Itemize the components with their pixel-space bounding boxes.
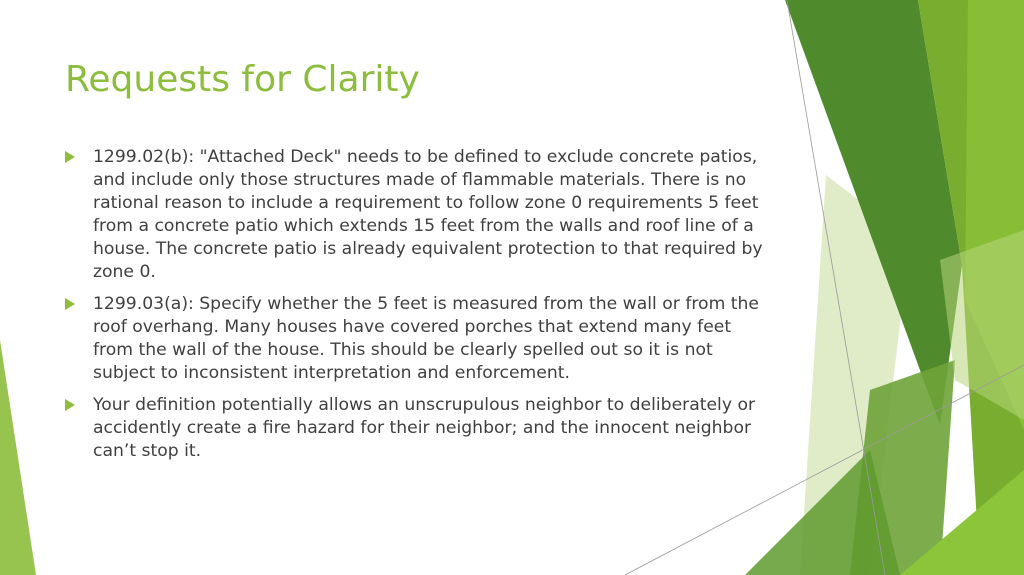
left-edge-shape <box>0 340 36 575</box>
triangle-bullet-icon <box>65 399 75 411</box>
triangle-bullet-icon <box>65 298 75 310</box>
bullet-text: 1299.03(a): Specify whether the 5 feet is measured from the wall or from the roof overhang. Many houses have covered porches that extend many feet from the wall of the house. This should be clearly spelled out so it is not subject to inconsistent interpretation and enforcement. <box>93 294 759 383</box>
bullet-item <box>65 293 770 385</box>
bullet-item <box>65 146 770 284</box>
bullet-item <box>65 394 770 463</box>
bullet-text: 1299.02(b): "Attached Deck" needs to be defined to exclude concrete patios, and include only those structures made of flammable materials. There is no rational reason to include a requirement to follow zone 0 requirements 5 feet from a concrete patio which extends 15 feet from the walls and roof line of a house. The concrete patio is already equivalent protection to that required by zone 0. <box>93 147 763 282</box>
bullet-list <box>65 146 770 472</box>
triangle-bullet-icon <box>65 151 75 163</box>
bullet-text: Your definition potentially allows an unscrupulous neighbor to deliberately or accidently create a fire hazard for their neighbor; and the innocent neighbor can’t stop it. <box>93 395 756 461</box>
slide-title: Requests for Clarity <box>65 59 420 100</box>
